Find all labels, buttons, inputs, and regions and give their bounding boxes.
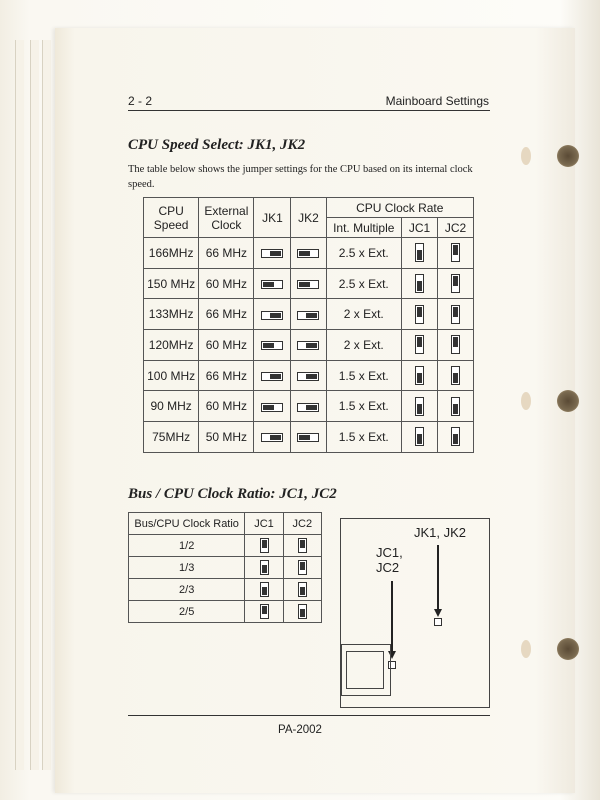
- jumper-vertical-icon: [451, 427, 460, 446]
- header-jc2: JC2: [283, 513, 321, 535]
- chapter-title: Mainboard Settings: [385, 94, 489, 108]
- jumper-vertical-icon: [415, 397, 424, 416]
- jumper-horizontal-icon: [297, 311, 319, 320]
- jk-label: JK1, JK2: [414, 525, 467, 540]
- cpu-speed-section-title: CPU Speed Select: JK1, JK2: [128, 137, 306, 153]
- binder-hole-icon: [557, 145, 579, 167]
- table-row: [144, 330, 474, 361]
- jumper-vertical-icon: [415, 305, 424, 324]
- jumper-vertical-icon: [451, 397, 460, 416]
- external-clock-cell: 50 MHz: [199, 422, 254, 453]
- cpu-speed-cell: 90 MHz: [144, 391, 199, 422]
- jc-label: JC1, JC2: [376, 545, 403, 575]
- external-clock-cell: 66 MHz: [199, 299, 254, 330]
- cpu-speed-cell: 133MHz: [144, 299, 199, 330]
- jumper-horizontal-icon: [297, 372, 319, 381]
- jk-arrow: [437, 545, 439, 611]
- header-jk1: JK1: [254, 198, 291, 238]
- jumper-horizontal-icon: [261, 280, 283, 289]
- jumper-horizontal-icon: [261, 311, 283, 320]
- jumper-vertical-icon: [451, 243, 460, 262]
- table-row: [129, 579, 322, 601]
- header-jc1: JC1: [402, 218, 438, 238]
- ratio-cell: 1/2: [129, 535, 245, 557]
- cpu-speed-intro: The table below shows the jumper settings for the CPU based on its internal clock speed.: [128, 164, 473, 190]
- jumper-vertical-icon: [451, 305, 460, 324]
- int-multiple-cell: 1.5 x Ext.: [326, 422, 402, 453]
- jumper-horizontal-icon: [261, 403, 283, 412]
- header-jc2: JC2: [437, 218, 473, 238]
- jumper-horizontal-icon: [261, 433, 283, 442]
- jk-arrow-head: [434, 609, 442, 617]
- jumper-horizontal-icon: [297, 341, 319, 350]
- table-row: [144, 268, 474, 299]
- ratio-cell: 2/5: [129, 601, 245, 623]
- table-row: [129, 601, 322, 623]
- table-row: [129, 535, 322, 557]
- footer-divider: [128, 715, 490, 716]
- page-edge: [42, 40, 51, 770]
- binder-hole-icon: [557, 390, 579, 412]
- ratio-cell: 1/3: [129, 557, 245, 579]
- cpu-speed-table: [143, 197, 474, 453]
- jumper-vertical-icon: [415, 243, 424, 262]
- cpu-speed-cell: 120MHz: [144, 330, 199, 361]
- cpu-speed-cell: 100 MHz: [144, 360, 199, 391]
- jumper-vertical-icon: [415, 274, 424, 293]
- jumper-horizontal-icon: [297, 280, 319, 289]
- int-multiple-cell: 2.5 x Ext.: [326, 238, 402, 269]
- header-bus-cpu-ratio: Bus/CPU Clock Ratio: [129, 513, 245, 535]
- jumper-location-diagram: [340, 518, 490, 708]
- jc-arrow: [391, 581, 393, 653]
- jumper-vertical-icon: [260, 538, 269, 553]
- cpu-speed-cell: 166MHz: [144, 238, 199, 269]
- jumper-horizontal-icon: [297, 403, 319, 412]
- page-number: 2 - 2: [128, 94, 153, 108]
- cpu-speed-cell: 150 MHz: [144, 268, 199, 299]
- external-clock-cell: 66 MHz: [199, 360, 254, 391]
- table-row: [144, 360, 474, 391]
- binder-hole-shadow: [521, 147, 531, 165]
- int-multiple-cell: 2.5 x Ext.: [326, 268, 402, 299]
- jumper-vertical-icon: [298, 604, 307, 619]
- int-multiple-cell: 2 x Ext.: [326, 299, 402, 330]
- jumper-vertical-icon: [260, 604, 269, 619]
- external-clock-cell: 60 MHz: [199, 268, 254, 299]
- header-divider: [128, 110, 490, 111]
- page-edge: [30, 40, 39, 770]
- cpu-socket: [341, 644, 391, 696]
- table-row: [129, 557, 322, 579]
- bus-clock-ratio-section-title: Bus / CPU Clock Ratio: JC1, JC2: [128, 486, 337, 502]
- cpu-speed-cell: 75MHz: [144, 422, 199, 453]
- jumper-vertical-icon: [298, 538, 307, 553]
- header-int-multiple: Int. Multiple: [326, 218, 402, 238]
- bus-clock-ratio-table: [128, 512, 322, 623]
- table-row: [144, 391, 474, 422]
- binder-hole-icon: [557, 638, 579, 660]
- jumper-vertical-icon: [298, 582, 307, 597]
- jumper-horizontal-icon: [297, 249, 319, 258]
- page-edge: [15, 40, 24, 770]
- header-external-clock: External Clock: [199, 198, 254, 238]
- model-number: PA-2002: [278, 724, 322, 736]
- binder-hole-shadow: [521, 392, 531, 410]
- int-multiple-cell: 2 x Ext.: [326, 330, 402, 361]
- table-row: [144, 238, 474, 269]
- int-multiple-cell: 1.5 x Ext.: [326, 360, 402, 391]
- table-row: [144, 299, 474, 330]
- jumper-vertical-icon: [298, 560, 307, 575]
- jumper-vertical-icon: [415, 366, 424, 385]
- ratio-cell: 2/3: [129, 579, 245, 601]
- jumper-horizontal-icon: [261, 249, 283, 258]
- header-jk2: JK2: [291, 198, 326, 238]
- jumper-horizontal-icon: [297, 433, 319, 442]
- jumper-horizontal-icon: [261, 372, 283, 381]
- jumper-vertical-icon: [415, 427, 424, 446]
- int-multiple-cell: 1.5 x Ext.: [326, 391, 402, 422]
- external-clock-cell: 66 MHz: [199, 238, 254, 269]
- header-cpu-speed: CPU Speed: [144, 198, 199, 238]
- jumper-vertical-icon: [451, 335, 460, 354]
- header-cpu-clock-rate: CPU Clock Rate: [326, 198, 474, 218]
- external-clock-cell: 60 MHz: [199, 391, 254, 422]
- table-row: [144, 422, 474, 453]
- jumper-vertical-icon: [260, 582, 269, 597]
- jk-jumper-block: [434, 618, 442, 626]
- binder-hole-shadow: [521, 640, 531, 658]
- jumper-horizontal-icon: [261, 341, 283, 350]
- header-jc1: JC1: [245, 513, 283, 535]
- jumper-vertical-icon: [451, 274, 460, 293]
- jumper-vertical-icon: [415, 335, 424, 354]
- jumper-vertical-icon: [451, 366, 460, 385]
- jumper-vertical-icon: [260, 560, 269, 575]
- external-clock-cell: 60 MHz: [199, 330, 254, 361]
